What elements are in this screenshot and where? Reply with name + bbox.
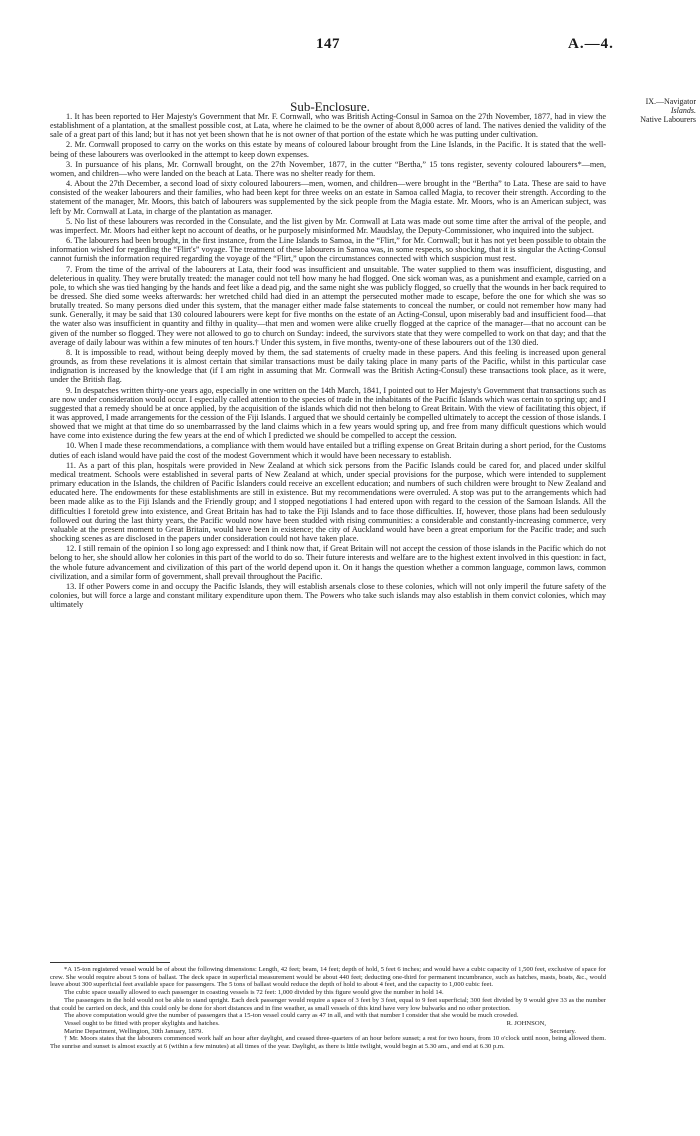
section-title-text: Sub-Enclosure. bbox=[290, 99, 370, 114]
footnote: The above computation would give the number of passengers that a 15-ton vessel could carry as 47 in all, and with that number I consider that she would be much crowded. bbox=[64, 1012, 519, 1020]
paragraph: 6. The labourers had been brought, in the first instance, from the Line Islands to Samoa, in the “Flirt,” for Mr. Cornwall; but it has not yet been possible to obtain the information wished for regarding the “Flirt's” voyage. The treatment of these labourers in Samoa was, in some respects, so shocking, that it is singular the Acting-Consul cannot furnish the information required regarding the voyage of the “Flirt,” upon the circumstances connected with which suspicion must rest. bbox=[50, 236, 606, 264]
paragraph: 13. If other Powers come in and occupy the Pacific Islands, they will establish arsenals close to these colonies, which will not only imperil the future safety of the colonies, but will force a large and constant military expenditure upon them. The Powers who take such islands may also establish in them convict colonies, which may ultimately bbox=[50, 581, 606, 610]
paragraph: 7. From the time of the arrival of the labourers at Lata, their food was insufficient and unsuitable. The water supplied to them was insufficient, disgusting, and deleterious in quality. They were brutally treated: the manager could not tell how many he had flogged. One sick woman was, as a punishment and example, carried on a pole, to which she was tied hanging by the hands and feet like a dead pig, and the same night she was publicly flogged, so cruelly that the wounds in her back required to be dressed. She died some weeks afterwards: her wretched child had died in an attempt the persecuted mother made to escape, before the one for which she was so brutally treated. So many persons died under this system, that the manager either made false statements to conceal the number, or could not remember how many had sunk. Generally, it may be said that 130 coloured labourers were kept for five months on the estate of an Acting-Consul, upon miserably bad and insufficient food—that the water also was insufficient in quantity and filthy in quality—that men and women were alike cruelly flogged at the caprice of the manager—that no account can be given of the number so flogged. They were not allowed to go to church on Sunday: indeed, the survivors state that they were compelled to work on that day; and that the average of daily labour was within a few minutes of ten hours.† Under this system, in five months, twenty-one of these labourers out of the 130 died. bbox=[50, 264, 606, 347]
footnote-divider bbox=[50, 962, 170, 963]
footnote-text: Marine Department, Wellington, 30th January, 1879. bbox=[64, 1027, 204, 1035]
footnote-signature-row bbox=[50, 1020, 606, 1028]
paragraph: 9. In despatches written thirty-one years ago, especially in one written on the 14th March, 1841, I pointed out to Her Majesty's Government that transactions such as are now under consideration would occur. I especially called attention to the species of trade in the inhabitants of the Pacific Islands which was certain to spring up; and I suggested that a remedy should be at once applied, by the acquisition of the islands which did not then belong to Great Britain. With the view of facilitating this object, if it was approved, I made arrangements for the cession of the Fiji Islands. I argued that we should certainly be compelled ultimately to accept the cession of those islands. I showed that we might at that time do so unembarrassed by the land claims which in a few years would spring up, and free from many difficult questions which would have come into existence during the few years at the end of which I predicted we should be compelled to accept the cession. bbox=[50, 385, 606, 441]
paragraph: 1. It has been reported to Her Majesty's Government that Mr. F. Cornwall, who was British Acting-Consul in Samoa on the 27th November, 1877, had in view the establishment of a plantation, at the smallest possible cost, at Lata, where he claimed to be the owner of about 8,000 acres of land. The natives denied the validity of the sale of a great part of this land; but it has not yet been shown that he is not owner of that portion of the estate which he was putting under cultivation. bbox=[50, 112, 606, 140]
margin-note-line: IX.—Navigator bbox=[645, 97, 696, 106]
paragraph: 3. In pursuance of his plans, Mr. Cornwall brought, on the 27th November, 1877, in the cutter “Bertha,” 15 tons register, seventy coloured labourers*—men, women, and children—who were landed on the beach at Lata. There was no shelter ready for them. bbox=[50, 159, 606, 178]
paragraph: 11. As a part of this plan, hospitals were provided in New Zealand at which sick persons from the Pacific Islands could be cared for, and placed under skilful medical treatment. Schools were established in several parts of New Zealand at which, under special provisions for the purpose, which were intended to supplement primary education in the Islands, the children of Pacific Islanders could receive an excellent education; and numbers of such children were brought to New Zealand and educated here. The endowments for these establishments are still in existence. But my recommendations were overruled. A stop was put to the arrangements which had been made alike as to the Fiji Islands and the Friendly group; and I stopped negotiations I had entered upon with regard to the cession of the Samoan Islands. All the difficulties I foretold grew into existence, and Great Britain has had to take the Fiji Islands and to face those difficulties. If, however, those plans had been sedulously followed out during the last thirty years, the Pacific would now have been studded with rising communities: a considerable and constantly-increasing commerce, very valuable at the present moment to Great Britain, would have been in existence; the city of Auckland would have been a great emporium for the Pacific trade; and such shocking scenes as are disclosed in the papers under consideration could not have taken place. bbox=[50, 460, 606, 544]
body-text bbox=[50, 112, 606, 610]
document-id: A.—4. bbox=[568, 36, 614, 52]
footnote: The cubic space usually allowed to each passenger in coasting vessels is 72 feet: 1,000 divided by this figure would give the number in hold 14. bbox=[64, 989, 444, 997]
margin-note-line: Native Labourers bbox=[640, 115, 696, 124]
signatory-name: R. JOHNSON, bbox=[506, 1019, 546, 1027]
footnote-text: Vessel ought to be fitted with proper skylights and hatches. bbox=[64, 1019, 220, 1027]
paragraph: 10. When I made these recommendations, a compliance with them would have entailed but a trifling expense on Great Britain during a short period, for the Customs duties of each island would have paid the cost of the modest Government which it would have been necessary to establish. bbox=[50, 441, 606, 460]
paragraph: 5. No list of these labourers was recorded in the Consulate, and the list given by Mr. Cornwall at Lata was made out some time after the arrival of the people, and was imperfect. Mr. Moors had either kept no account of deaths, or he purposely misinformed Mr. Maudslay, the Deputy-Commissioner, who inquired into the subject. bbox=[50, 216, 606, 235]
paragraph: 2. Mr. Cornwall proposed to carry on the works on this estate by means of coloured labour brought from the Line Islands, in the Pacific. It is stated that the well-being of these labourers was overlooked in the attempt to keep down expenses. bbox=[50, 140, 606, 159]
margin-note-line: Islands. bbox=[670, 106, 696, 115]
paragraph: 12. I still remain of the opinion I so long ago expressed: and I think now that, if Great Britain will not accept the cession of those islands in the Pacific which do not belong to her, she should allow her colonies in this part of the world to do so. Their future interests and welfare are to the highest extent involved in this question: in fact, the whole future advancement and civilization of this part of the world depend upon it. On it hangs the question whether a common language, common laws, common civilization, and a similar form of government, shall prevail throughout the Pacific. bbox=[50, 544, 606, 581]
paragraph: 4. About the 27th December, a second load of sixty coloured labourers—men, women, and children—were brought in the “Bertha” to Lata. These are said to have consisted of the weaker labourers and their families, who had been kept for three weeks on an estate in Samoa called Magia, to recover their strength. According to the statement of the manager, Mr. Moors, this batch of labourers was supplemented by the sick people from the Magia estate. Mr. Moors, who is an American subject, was left by Mr. Cornwall at Lata, in charge of the plantation as manager. bbox=[50, 179, 606, 216]
footnote: The passengers in the hold would not be able to stand upright. Each deck passenger would require a space of 3 feet by 3 feet, equal to 9 feet superficial; 300 feet divided by 9 would give 33 as the number that could be carried on deck, and this could only be done for short distances and in fine weather, as small vessels of this kind have very low bulwarks and no other protection. bbox=[50, 996, 606, 1012]
footnotes bbox=[50, 962, 606, 1051]
footnote-signature-row bbox=[50, 1028, 606, 1036]
page-number: 147 bbox=[316, 36, 340, 52]
paragraph: 8. It is impossible to read, without being deeply moved by them, the sad statements of cruelty made in these papers. And this feeling is increased upon general grounds, as from these revelations it is almost certain that similar transactions must be daily taking place in many parts of the Pacific, whilst in this particular case indignation is increased by the knowledge that (if I am right in assuming that Mr. Cornwall was the British Acting-Consul) these transactions took place, as it were, under the British flag. bbox=[50, 347, 606, 385]
footnote: *A 15-ton registered vessel would be of about the following dimensions: Length, 42 feet; beam, 14 feet; depth of hold, 5 feet 6 inches; and would have a cubic capacity of 1,500 feet, exclusive of space for crew. She would require about 5 tons of ballast. The deck space in superficial measurement would be about 440 feet; deducting one-third for permanent incumbrance, such as hatches, masts, boats, &c., would leave about 300 superficial feet available space for passengers. The 5 tons of ballast would reduce the depth of hold to about 4 feet, and the capacity to 1,000 cubic feet. bbox=[50, 966, 606, 989]
footnote: † Mr. Moors states that the labourers commenced work half an hour after daylight, and ceased three-quarters of an hour before sunset; a rest for two hours, from 10 o'clock until noon, being allowed them. The sunrise and sunset is almost exactly at 6 (within a few minutes) at all times of the year. Daylight, as there is little twilight, would begin at 5.30 am., and end at 6.30 p.m. bbox=[50, 1035, 606, 1051]
signatory-title: Secretary. bbox=[549, 1027, 576, 1035]
